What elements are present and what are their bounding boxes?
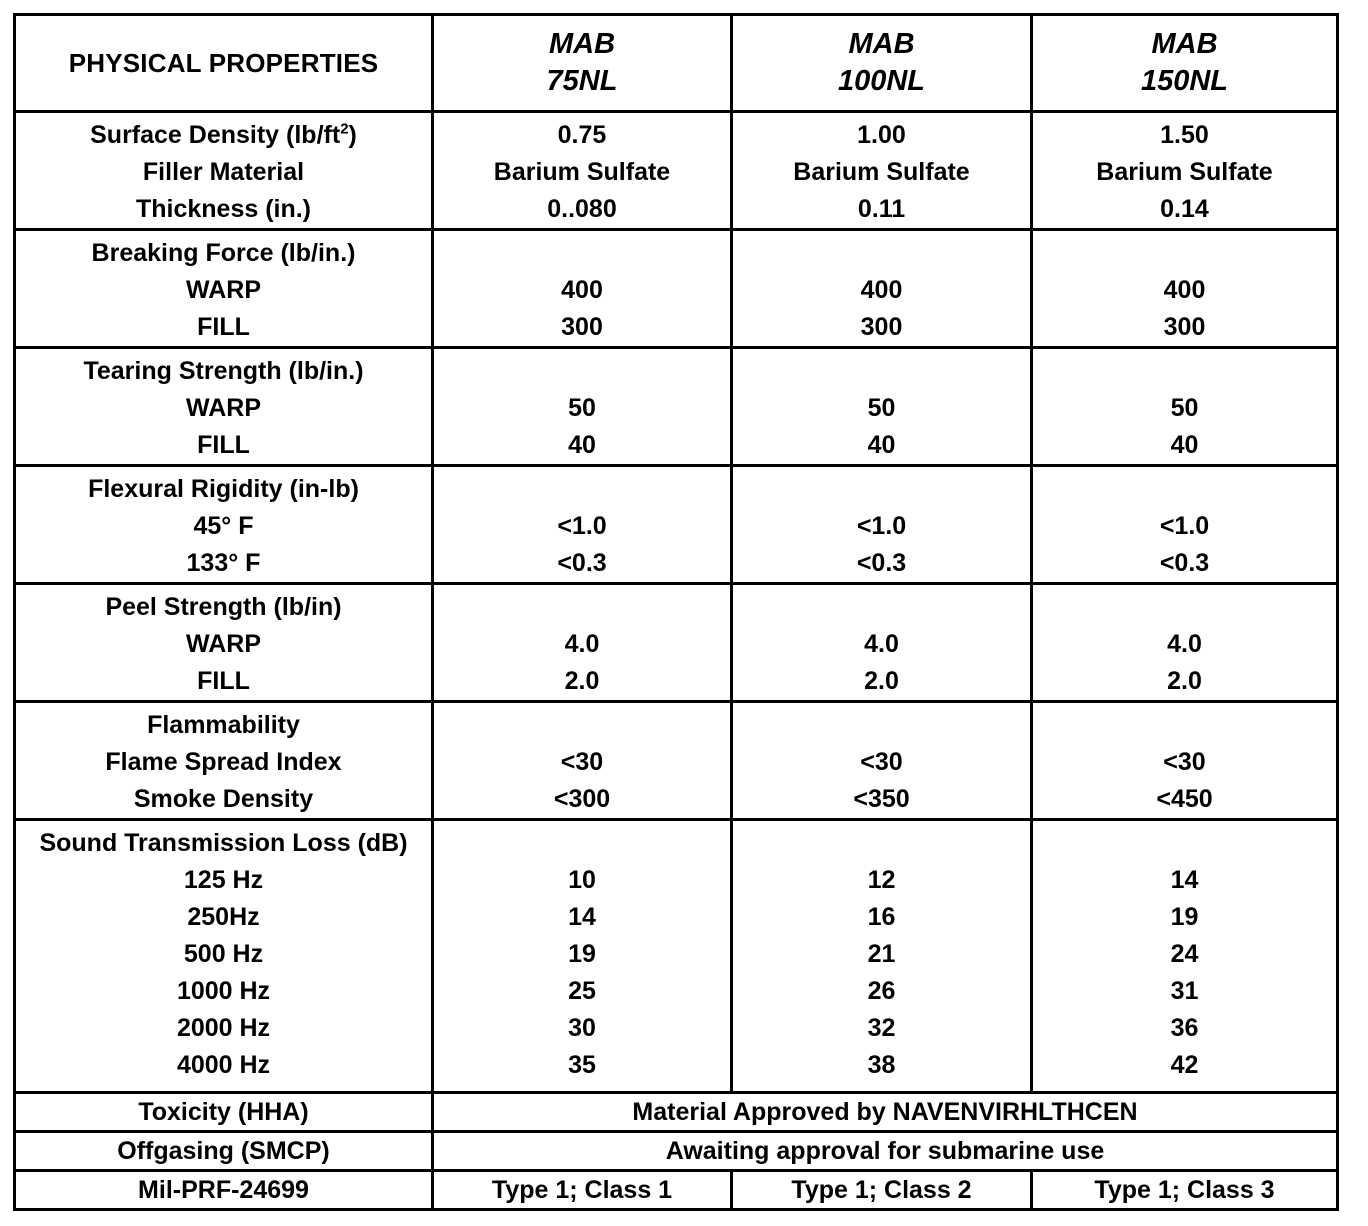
section-values-cell — [732, 820, 1032, 1093]
value — [733, 235, 1030, 272]
value — [1033, 825, 1336, 862]
toxicity-label: Toxicity (HHA) — [138, 1097, 309, 1126]
value — [1033, 471, 1336, 508]
offgasing-value-cell — [433, 1132, 1338, 1171]
section-label: 125 Hz — [183, 866, 264, 894]
value: 2.0 — [1167, 667, 1202, 695]
value — [1033, 353, 1336, 390]
value: <350 — [853, 785, 910, 813]
value — [434, 825, 730, 862]
section-values-cell — [1032, 702, 1338, 820]
value: Barium Sulfate — [493, 158, 671, 186]
value: 0.75 — [557, 121, 607, 149]
mil-spec-label: Mil-PRF-24699 — [138, 1175, 309, 1204]
value: 26 — [867, 977, 896, 1005]
section-label: Surface Density $(lb/ft^2)$ — [90, 120, 357, 149]
value: 50 — [568, 394, 596, 422]
mil-spec-row — [15, 1171, 1338, 1210]
section-labels-cell — [15, 466, 433, 584]
value: 19 — [568, 940, 596, 968]
section-labels-cell — [15, 348, 433, 466]
section-values-cell — [433, 584, 732, 702]
section-label: FILL — [197, 431, 250, 459]
value: <30 — [1163, 748, 1206, 776]
section-label: Flammability — [147, 711, 300, 739]
header-column-mab75nl — [433, 15, 732, 112]
value: 12 — [867, 866, 896, 894]
model-line2: 150NL — [1140, 65, 1229, 97]
section-values-cell — [1032, 230, 1338, 348]
section-label: 2000 Hz — [176, 1014, 271, 1042]
section-values-cell — [433, 466, 732, 584]
header-column-mab100nl — [732, 15, 1032, 112]
section-values-cell — [732, 584, 1032, 702]
section-values-cell — [1032, 584, 1338, 702]
mil-spec-value-cell — [1032, 1171, 1338, 1210]
value: 4.0 — [1167, 630, 1202, 658]
value — [434, 235, 730, 272]
value — [733, 471, 1030, 508]
section-label: Sound Transmission Loss (dB) — [39, 829, 408, 857]
value: 1.00 — [857, 121, 906, 149]
model-line1: MAB — [548, 28, 616, 60]
value — [434, 707, 730, 744]
section-label: 1000 Hz — [176, 977, 271, 1005]
mil-spec-value: Type 1; Class 3 — [1094, 1175, 1275, 1204]
section-label: Thickness (in.) — [135, 195, 312, 223]
section-labels-cell — [15, 584, 433, 702]
section-labels-cell — [15, 820, 433, 1093]
value — [733, 825, 1030, 862]
section-values-cell — [732, 466, 1032, 584]
section-values-cell — [732, 348, 1032, 466]
section-label: 250Hz — [187, 903, 260, 931]
toxicity-row — [15, 1093, 1338, 1132]
value — [1033, 235, 1336, 272]
toxicity-label-cell — [15, 1093, 433, 1132]
value: <1.0 — [557, 512, 607, 540]
value: <30 — [560, 748, 604, 776]
section-label: 45° F — [193, 512, 254, 540]
offgasing-label-cell — [15, 1132, 433, 1171]
section-label: Smoke Density — [133, 785, 314, 813]
value: 4.0 — [864, 630, 899, 658]
value — [733, 589, 1030, 626]
model-line2: 100NL — [837, 65, 926, 97]
model-line1: MAB — [1151, 28, 1218, 60]
section-label: FILL — [197, 313, 250, 341]
section-row — [15, 702, 1338, 820]
value: <0.3 — [1159, 549, 1210, 577]
section-values-cell — [1032, 820, 1338, 1093]
value — [434, 353, 730, 390]
value: <1.0 — [1159, 512, 1210, 540]
value: <30 — [860, 748, 903, 776]
section-label: FILL — [197, 667, 250, 695]
value: Barium Sulfate — [1096, 158, 1273, 186]
section-label: Filler Material — [142, 158, 305, 186]
physical-properties-table — [13, 13, 1339, 1211]
header-title: PHYSICAL PROPERTIES — [68, 47, 379, 78]
value: 16 — [867, 903, 896, 931]
section-row — [15, 466, 1338, 584]
value: 14 — [568, 903, 596, 931]
header-row — [15, 15, 1338, 112]
header-column-mab150nl — [1032, 15, 1338, 112]
toxicity-value-cell — [433, 1093, 1338, 1132]
value: 32 — [867, 1014, 896, 1042]
value: 400 — [860, 276, 903, 304]
mil-spec-label-cell — [15, 1171, 433, 1210]
value: 50 — [1170, 394, 1199, 422]
value — [1033, 707, 1336, 744]
mil-spec-value: Type 1; Class 2 — [791, 1175, 972, 1204]
section-values-cell — [433, 702, 732, 820]
section-values-cell — [732, 702, 1032, 820]
section-label: Tearing Strength (lb/in.) — [83, 357, 364, 385]
section-row — [15, 348, 1338, 466]
value: <450 — [1156, 785, 1213, 813]
value: 40 — [568, 431, 596, 459]
value: <300 — [553, 785, 611, 813]
value: 400 — [1163, 276, 1206, 304]
value: 38 — [867, 1051, 896, 1079]
section-label: WARP — [186, 276, 261, 304]
offgasing-label: Offgasing (SMCP) — [117, 1136, 330, 1165]
section-row — [15, 584, 1338, 702]
value: 40 — [1170, 431, 1199, 459]
section-values-cell — [1032, 348, 1338, 466]
value: 24 — [1170, 940, 1199, 968]
value: 14 — [1170, 866, 1199, 894]
value: 19 — [1170, 903, 1199, 931]
value: Barium Sulfate — [793, 158, 970, 186]
value: 0.11 — [857, 195, 906, 223]
value: 400 — [561, 276, 603, 304]
value: 10 — [568, 866, 596, 894]
section-label: Flame Spread Index — [105, 748, 342, 776]
section-values-cell — [732, 112, 1032, 230]
value: 2.0 — [864, 667, 899, 695]
value: 300 — [860, 313, 903, 341]
section-label: WARP — [186, 630, 261, 658]
value: 36 — [1170, 1014, 1199, 1042]
value: 42 — [1170, 1051, 1199, 1079]
section-values-cell — [433, 820, 732, 1093]
section-label: Breaking Force (lb/in.) — [91, 239, 356, 267]
value: 50 — [867, 394, 896, 422]
value — [733, 353, 1030, 390]
section-values-cell — [433, 230, 732, 348]
section-values-cell — [732, 230, 1032, 348]
section-row — [15, 230, 1338, 348]
value: 40 — [867, 431, 896, 459]
section-row — [15, 820, 1338, 1093]
value: 2.0 — [564, 667, 600, 695]
value: 35 — [568, 1051, 596, 1079]
value: <1.0 — [856, 512, 907, 540]
section-values-cell — [433, 348, 732, 466]
mil-spec-value-cell — [433, 1171, 732, 1210]
value: 31 — [1170, 977, 1199, 1005]
section-label: 4000 Hz — [176, 1051, 271, 1079]
value: 1.50 — [1160, 121, 1209, 149]
value: 0.14 — [1160, 195, 1209, 223]
section-label: Peel Strength (lb/in) — [105, 593, 342, 621]
value: 30 — [568, 1014, 596, 1042]
section-label: 133° F — [186, 549, 261, 577]
value: <0.3 — [557, 549, 607, 577]
section-values-cell — [433, 112, 732, 230]
section-labels-cell — [15, 702, 433, 820]
value: 4.0 — [564, 630, 600, 658]
value: 300 — [1163, 313, 1206, 341]
value — [1033, 589, 1336, 626]
value: 300 — [561, 313, 603, 341]
value: 0..080 — [547, 195, 617, 223]
value — [434, 589, 730, 626]
offgasing-row — [15, 1132, 1338, 1171]
section-values-cell — [1032, 466, 1338, 584]
toxicity-value: Material Approved by NAVENVIRHLTHCEN — [632, 1097, 1138, 1126]
section-label: WARP — [186, 394, 261, 422]
mil-spec-value-cell — [732, 1171, 1032, 1210]
section-values-cell — [1032, 112, 1338, 230]
mil-spec-value: Type 1; Class 1 — [491, 1175, 673, 1204]
section-label: Flexural Rigidity (in-lb) — [88, 475, 359, 503]
section-labels-cell — [15, 230, 433, 348]
section-labels-cell — [15, 112, 433, 230]
value — [434, 471, 730, 508]
model-line1: MAB — [848, 28, 915, 60]
value: 25 — [568, 977, 596, 1005]
section-row — [15, 112, 1338, 230]
offgasing-value: Awaiting approval for submarine use — [665, 1136, 1105, 1165]
value: <0.3 — [856, 549, 907, 577]
value — [733, 707, 1030, 744]
model-line2: 75NL — [546, 65, 618, 97]
value: 21 — [867, 940, 896, 968]
header-title-cell — [15, 15, 433, 112]
section-label: 500 Hz — [183, 940, 264, 968]
